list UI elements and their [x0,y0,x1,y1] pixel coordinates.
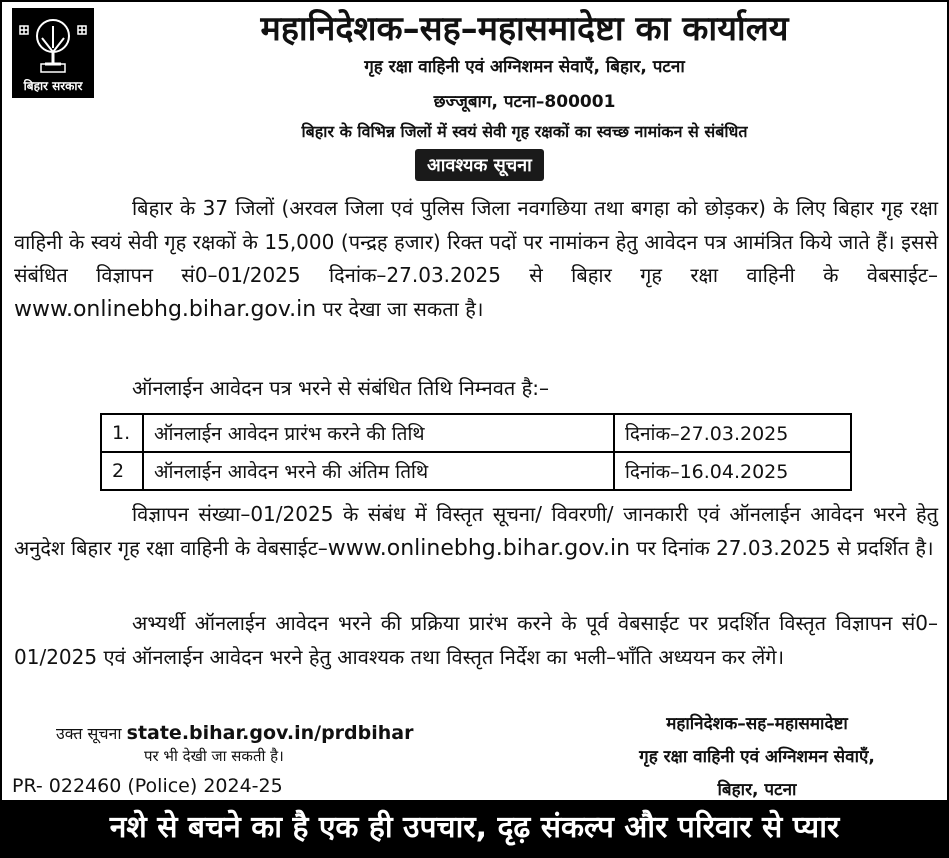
pr-number: PR- 022460 (Police) 2024-25 [12,775,283,797]
bodhi-tree-emblem-icon [12,8,94,78]
row-date: दिनांक–16.04.2025 [614,452,851,490]
bihar-govt-logo [12,8,94,98]
contact-info [56,722,476,766]
website-link[interactable]: www.onlinebhg.bihar.gov.in [327,535,631,561]
office-address: छज्जूबाग, पटना–800001 [433,92,616,112]
paragraph-1-text: बिहार के 37 जिलों (अरवल जिला एवं पुलिस जिला नवगछिया तथा बगहा को छोड़कर) के लिए बिहार गृह रक्षा वाहिनी के स्वयं सेवी गृह रक्षकों के 15,000 (पन्द्रह हजार) रिक्त पदों पर नामांकन हेतु आवेदन पत्र आमंत्रित किये जाते हैं। इससे संबंधित विज्ञापन सं0–01/2025 दिनांक–27.03.2025 से बिहार गृह रक्षा वाहिनी के वेबसाईट– [14,196,938,287]
signatory-line-2: गृह रक्षा वाहिनी एवं अग्निशमन सेवाएँ, [639,747,875,767]
logo-caption: बिहार सरकार [23,79,83,93]
office-title: महानिदेशक–सह–महासमादेष्टा का कार्यालय [260,9,789,49]
row-label: ऑनलाईन आवेदन भरने की अंतिम तिथि [143,452,614,490]
paragraph-2-text: ऑनलाईन आवेदन पत्र भरने से संबंधित तिथि निम्नवत है:– [132,376,549,400]
paragraph-2 [14,372,938,406]
row-number: 2 [101,452,143,490]
notice-subject: बिहार के विभिन्न जिलों में स्वयं सेवी गृह रक्षकों का स्वच्छ नामांकन से संबंधित [301,122,748,141]
notice-label: आवश्यक सूचना [415,149,544,181]
signatory-line-1: महानिदेशक–सह–महासमादेष्टा [666,714,848,734]
contact-suffix: पर भी देखी जा सकती है। [144,747,284,765]
dates-table [100,413,852,491]
table-row [101,452,851,490]
row-number: 1. [101,414,143,452]
paragraph-1 [14,192,938,326]
signatory-block [592,708,922,807]
paragraph-1-end: पर देखा जा सकता है। [316,296,484,321]
paragraph-4 [14,607,938,674]
paragraph-3-text: विज्ञापन संख्या–01/2025 के संबंध में विस्तृत सूचना/ विवरणी/ जानकारी एवं ऑनलाईन आवेदन भरने हेतु अनुदेश बिहार गृह रक्षा वाहिनी के वेबसाईट– [14,502,938,560]
table-row [101,414,851,452]
prd-website-link[interactable]: state.bihar.gov.in/prdbihar [126,722,414,744]
paragraph-3-end: पर दिनांक 27.03.2025 से प्रदर्शित है। [630,535,934,560]
signatory-line-3: बिहार, पटना [717,780,797,800]
footer-slogan: नशे से बचने का है एक ही उपचार, दृढ़ संकल्प और परिवार से प्यार [2,800,947,856]
website-link[interactable]: www.onlinebhg.bihar.gov.in [14,296,317,322]
contact-prefix: उक्त सूचना [56,724,127,743]
paragraph-3 [14,498,938,565]
department-name: गृह रक्षा वाहिनी एवं अग्निशमन सेवाएँ, बिहार, पटना [364,57,685,77]
paragraph-4-text: अभ्यर्थी ऑनलाईन आवेदन भरने की प्रक्रिया प्रारंभ करने के पूर्व वेबसाईट पर प्रदर्शित विस्तृत विज्ञापन सं0–01/2025 एवं ऑनलाईन आवेदन भरने हेतु आवश्यक तथा विस्तृत निर्देश का भली–भाँति अध्ययन कर लेंगे। [14,611,938,669]
row-date: दिनांक–27.03.2025 [614,414,851,452]
row-label: ऑनलाईन आवेदन प्रारंभ करने की तिथि [143,414,614,452]
